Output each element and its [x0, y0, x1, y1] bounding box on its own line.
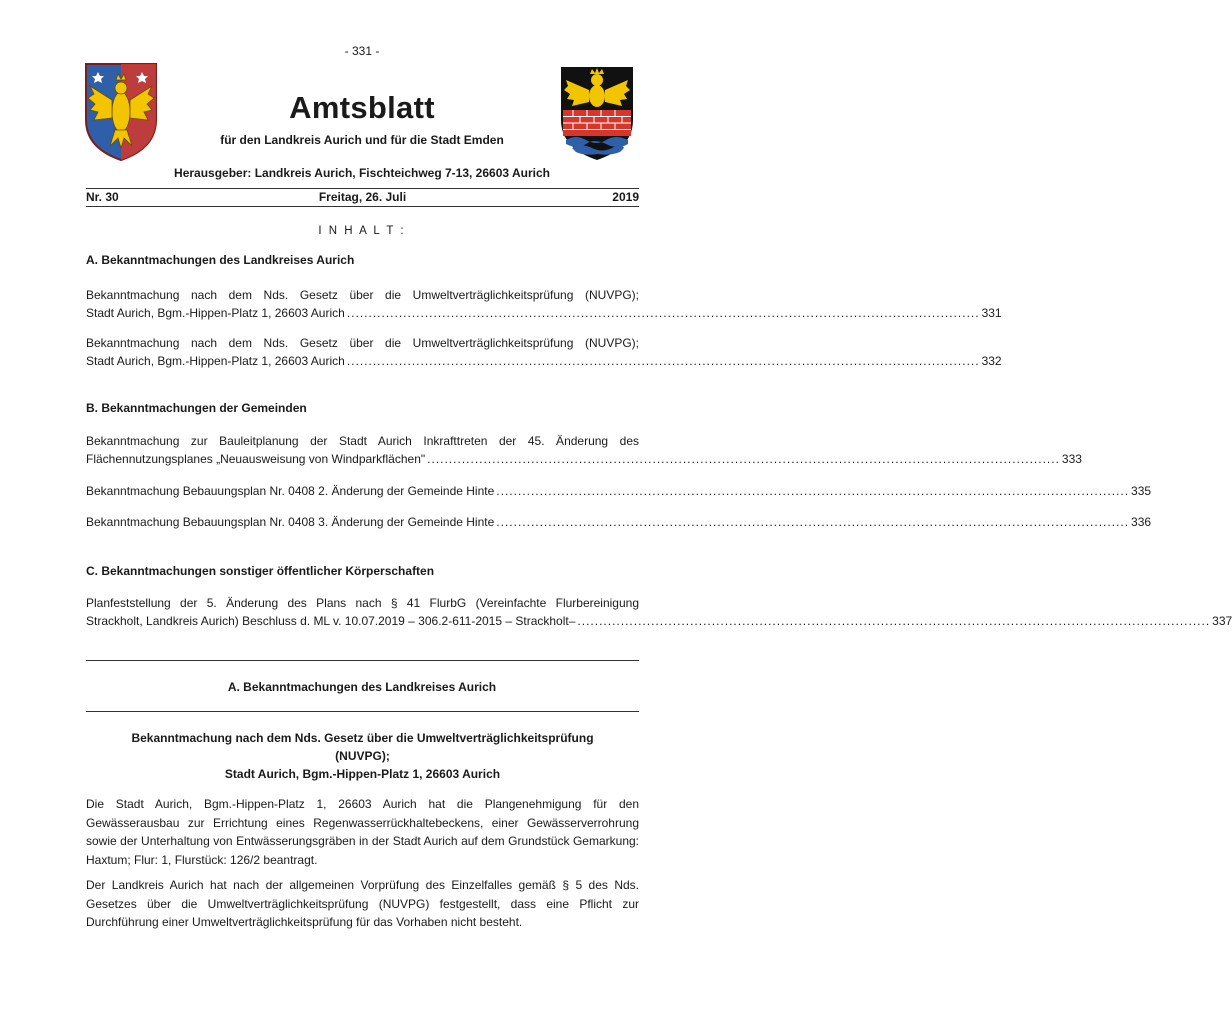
- article-paragraph: Die Stadt Aurich, Bgm.-Hippen-Platz 1, 26603 Aurich hat die Plangenehmigung für den Gewässerausbau zur Errichtung eines Regenwasserrückhaltebeckens, einer Gewässerverrohrung sowie der Unterhaltung von Entwässerungsgräben in der Stadt Aurich auf dem Grundstück Gemarkung: Haxtum; Flur: 1, Flurstück: 126/2 beantragt.: [86, 797, 639, 867]
- publisher-line: Herausgeber: Landkreis Aurich, Fischteichweg 7-13, 26603 Aurich: [174, 166, 550, 180]
- toc-entry-leader-line: [86, 352, 1002, 370]
- toc-page-number: 335: [1131, 484, 1152, 498]
- article-title-line: Stadt Aurich, Bgm.-Hippen-Platz 1, 26603 Aurich: [224, 767, 501, 781]
- toc-leader-dots: ..................................................................................................................................................: [346, 306, 980, 320]
- body-section-heading: A. Bekanntmachungen des Landkreises Aurich: [227, 680, 497, 694]
- toc-page-number: 337: [1212, 614, 1232, 628]
- toc-leader-dots: ..................................................................................................................................................: [577, 614, 1211, 628]
- toc-page-number: 332: [981, 354, 1002, 368]
- toc-page-number: 336: [1131, 515, 1152, 529]
- toc-entry-line: Bekanntmachung nach dem Nds. Gesetz über die Umweltverträglichkeitsprüfung (NUVPG);: [86, 336, 639, 350]
- toc-section-b-title: B. Bekanntmachungen der Gemeinden: [86, 401, 307, 415]
- toc-entry-leader-line: [86, 482, 1152, 500]
- toc-entry[interactable]: [86, 482, 1152, 500]
- contents-heading: I N H A L T :: [318, 225, 406, 237]
- section-divider-bottom: [86, 711, 639, 712]
- toc-entry-line: Bekanntmachung nach dem Nds. Gesetz über die Umweltverträglichkeitsprüfung (NUVPG);: [86, 288, 639, 302]
- toc-entry[interactable]: [86, 334, 1002, 370]
- article-title: [86, 729, 639, 783]
- toc-entry-line: Bekanntmachung zur Bauleitplanung der Stadt Aurich Inkrafttreten der 45. Änderung des: [86, 434, 639, 448]
- toc-entry[interactable]: [86, 286, 1002, 322]
- section-divider-top: [86, 660, 639, 661]
- toc-leader-dots: ..................................................................................................................................................: [346, 354, 980, 368]
- toc-leader-dots: ..................................................................................................................................................: [427, 452, 1060, 466]
- issue-number: Nr. 30: [86, 190, 119, 204]
- toc-section-a-title: A. Bekanntmachungen des Landkreises Aurich: [86, 253, 355, 267]
- toc-entry-text: Bekanntmachung Bebauungsplan Nr. 0408 3. Änderung der Gemeinde Hinte: [86, 515, 495, 529]
- publication-title: Amtsblatt: [289, 90, 435, 125]
- toc-entry-line: Planfeststellung der 5. Änderung des Plans nach § 41 FlurbG (Vereinfachte Flurbereinigung: [86, 596, 639, 610]
- toc-page-number: 331: [981, 306, 1002, 320]
- toc-entry-leader-line: [86, 513, 1152, 531]
- toc-entry-text: Stadt Aurich, Bgm.-Hippen-Platz 1, 26603 Aurich: [86, 354, 345, 368]
- toc-entry-leader-line: [86, 450, 1082, 468]
- publication-subtitle: für den Landkreis Aurich und für die Stadt Emden: [220, 133, 504, 147]
- toc-entry[interactable]: [86, 594, 1232, 630]
- toc-entry-text: Strackholt, Landkreis Aurich) Beschluss d. ML v. 10.07.2019 – 306.2-611-2015 – Strackholt–: [86, 614, 576, 628]
- toc-page-number: 333: [1061, 452, 1082, 466]
- toc-entry-text: Stadt Aurich, Bgm.-Hippen-Platz 1, 26603 Aurich: [86, 306, 345, 320]
- toc-entry-text: Flächennutzungsplanes „Neuausweisung von Windparkflächen": [86, 452, 426, 466]
- article-title-line: (NUVPG);: [335, 749, 390, 763]
- toc-entry-leader-line: [86, 612, 1232, 630]
- toc-entry[interactable]: [86, 432, 1082, 468]
- toc-leader-dots: ..................................................................................................................................................: [496, 515, 1130, 529]
- toc-entry-leader-line: [86, 304, 1002, 322]
- page-number: - 331 -: [344, 44, 380, 58]
- issue-date: Freitag, 26. Juli: [318, 190, 407, 204]
- article-paragraph: Der Landkreis Aurich hat nach der allgemeinen Vorprüfung des Einzelfalles gemäß § 5 des Nds. Gesetzes über die Umweltverträglichkeitsprüfung (NUVPG) festgestellt, dass eine Pflicht zur Durchführung einer Umweltverträglichkeitsprüfung für das Vorhaben nicht besteht.: [86, 878, 639, 929]
- toc-entry[interactable]: [86, 513, 1152, 531]
- issue-year: 2019: [612, 190, 639, 204]
- issue-info-row: [86, 190, 639, 206]
- header-rule-bottom: [86, 206, 639, 207]
- header-rule-top: [86, 188, 639, 189]
- article-title-line: Bekanntmachung nach dem Nds. Gesetz über die Umweltverträglichkeitsprüfung: [131, 731, 594, 745]
- toc-section-c-title: C. Bekanntmachungen sonstiger öffentlicher Körperschaften: [86, 564, 435, 578]
- toc-leader-dots: ..................................................................................................................................................: [496, 484, 1130, 498]
- toc-entry-text: Bekanntmachung Bebauungsplan Nr. 0408 2. Änderung der Gemeinde Hinte: [86, 484, 495, 498]
